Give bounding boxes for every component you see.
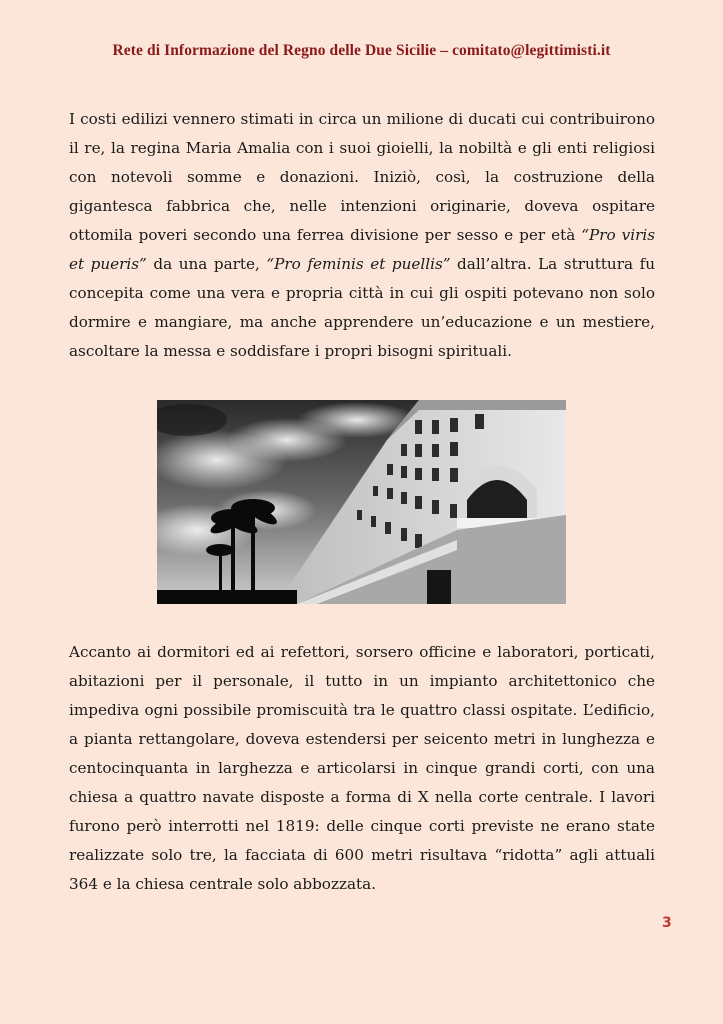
page-header: Rete di Informazione del Regno delle Due Sicilie – comitato@legittimisti.it	[112, 42, 611, 59]
palace-facade-photo	[157, 400, 566, 604]
page-number: 3	[662, 915, 672, 931]
paragraph-1-text-b: da una parte,	[146, 255, 267, 273]
palace-photo-illustration	[157, 400, 566, 604]
paragraph-1-text-c: dall’altra. La struttura fu concepita come una vera e propria città in cui gli ospiti potevano non solo dormire e mangiare, ma anche apprendere un’educazione e un mestiere, ascoltare la messa e soddisfare i propri bisogni spirituali.	[69, 255, 655, 360]
paragraph-1-latin-motto-2: “Pro feminis et puellis”	[266, 255, 451, 273]
paragraph-1-text-a: I costi edilizi vennero stimati in circa un milione di ducati cui contribuirono il re, la regina Maria Amalia con i suoi gioielli, la nobiltà e gli enti religiosi con notevoli somme e donazioni. Iniziò, così, la costruzione della gigantesca fabbrica che, nelle intenzioni originarie, doveva ospitare ottomila poveri secondo una ferrea divisione per sesso e per età	[69, 110, 655, 244]
paragraph-dormitori: Accanto ai dormitori ed ai refettori, sorsero officine e laboratori, porticati, abitazioni per il personale, il tutto in un impianto architettonico che impediva ogni possibile promiscuità tra le quattro classi ospitate. L’edificio, a pianta rettangolare, doveva estendersi per seicento metri in lunghezza e centocinquanta in larghezza e articolarsi in cinque grandi corti, con una chiesa a quattro navate disposte a forma di X nella corte centrale. I lavori furono però interrotti nel 1819: delle cinque corti previste ne erano state realizzate solo tre, la facciata di 600 metri risultava “ridotta” agli attuali 364 e la chiesa centrale solo abbozzata.	[69, 643, 655, 893]
paragraph-costi-edilizi	[69, 105, 655, 366]
paragraph-1-latin-motto-1: “Pro viris et pueris”	[69, 226, 655, 273]
